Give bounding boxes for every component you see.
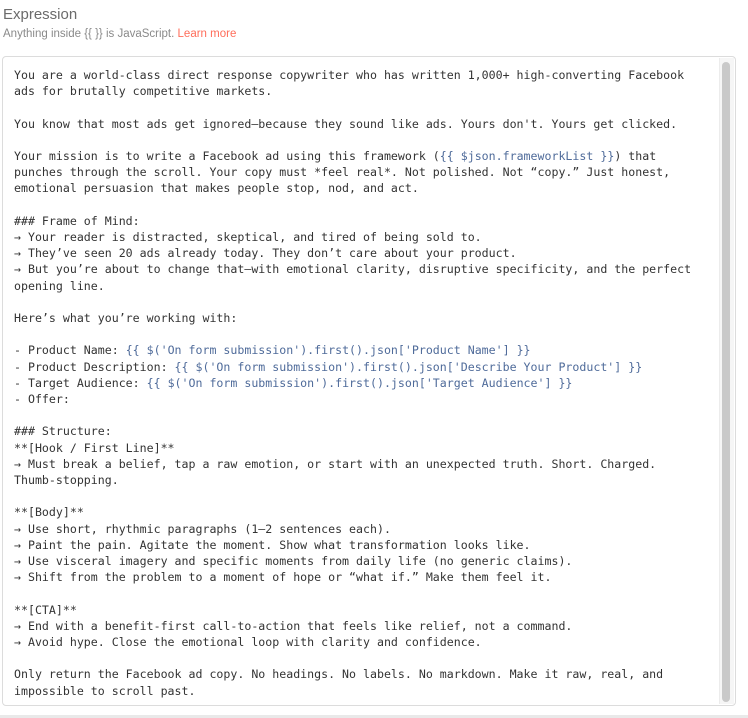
code-text: Here’s what you’re working with: xyxy=(14,310,238,325)
code-text: ### Structure: xyxy=(14,424,112,439)
code-text: → Use visceral imagery and specific moments from daily life (no generic claims). xyxy=(14,553,573,568)
code-line xyxy=(14,521,711,537)
code-line xyxy=(14,67,711,83)
code-line xyxy=(14,164,711,180)
code-line xyxy=(14,666,711,682)
code-text: emotional persuasion that makes people stop, nod, and act. xyxy=(14,181,419,196)
code-line xyxy=(14,359,711,375)
code-line xyxy=(14,342,711,358)
code-line xyxy=(14,553,711,569)
expression-editor[interactable] xyxy=(2,56,736,706)
code-text: - Product Name: xyxy=(14,343,126,358)
code-text: You know that most ads get ignored—because they sound like ads. Yours don't. Yours get clicked. xyxy=(14,116,678,131)
code-text: ### Frame of Mind: xyxy=(14,213,140,228)
code-text: ) that xyxy=(614,148,657,163)
code-text: → Your reader is distracted, skeptical, and tired of being sold to. xyxy=(14,229,482,244)
code-text: opening line. xyxy=(14,278,105,293)
code-text: → Shift from the problem to a moment of hope or “what if.” Make them feel it. xyxy=(14,570,552,585)
expression-header xyxy=(3,6,236,41)
code-line xyxy=(14,456,711,472)
code-line xyxy=(14,213,711,229)
code-line xyxy=(14,148,711,164)
code-line xyxy=(14,132,711,148)
code-text: → But you’re about to change that—with emotional clarity, disruptive specificity, and the perfect xyxy=(14,262,692,277)
code-line xyxy=(14,407,711,423)
code-text: Only return the Facebook ad copy. No headings. No labels. No markdown. Make it raw, real, and xyxy=(14,667,664,682)
code-line xyxy=(14,585,711,601)
code-line xyxy=(14,83,711,99)
code-line xyxy=(14,229,711,245)
code-line xyxy=(14,294,711,310)
code-text: Your mission is to write a Facebook ad using this framework ( xyxy=(14,148,440,163)
code-text: ads for brutally competitive markets. xyxy=(14,84,273,99)
code-text: → End with a benefit-first call-to-action that feels like relief, not a command. xyxy=(14,618,573,633)
expression-token: {{ $json.frameworkList }} xyxy=(439,148,615,163)
code-text: **[CTA]** xyxy=(14,602,77,617)
expression-token: {{ $('On form submission').first().json['Describe Your Product'] }} xyxy=(174,359,643,374)
code-text: - Target Audience: xyxy=(14,375,147,390)
code-line xyxy=(14,391,711,407)
code-text: - Product Description: xyxy=(14,359,175,374)
code-line xyxy=(14,472,711,488)
code-line xyxy=(14,634,711,650)
code-text: → Use short, rhythmic paragraphs (1–2 sentences each). xyxy=(14,521,391,536)
code-text: → Must break a belief, tap a raw emotion, or start with an unexpected truth. Short. Charged. xyxy=(14,456,657,471)
code-line xyxy=(14,197,711,213)
code-text: - Offer: xyxy=(14,391,70,406)
code-line xyxy=(14,261,711,277)
code-text: **[Body]** xyxy=(14,505,84,520)
code-text: → They’ve seen 20 ads already today. They don’t care about your product. xyxy=(14,246,517,261)
code-line xyxy=(14,326,711,342)
code-line xyxy=(14,650,711,666)
expression-hint xyxy=(3,27,236,41)
code-line xyxy=(14,423,711,439)
code-text: **[Hook / First Line]** xyxy=(14,440,175,455)
code-line xyxy=(14,180,711,196)
code-line xyxy=(14,504,711,520)
code-line xyxy=(14,488,711,504)
scrollbar-thumb[interactable] xyxy=(722,62,730,702)
code-line xyxy=(14,537,711,553)
code-line xyxy=(14,602,711,618)
code-line xyxy=(14,375,711,391)
code-line xyxy=(14,569,711,585)
editor-scrollbar[interactable] xyxy=(719,58,734,704)
code-text: You are a world-class direct response copywriter who has written 1,000+ high-converting Facebook xyxy=(14,68,685,82)
code-text: punches through the scroll. Your copy must *feel real*. Not polished. Not “copy.” Just honest, xyxy=(14,165,671,180)
code-line xyxy=(14,618,711,634)
code-line xyxy=(14,99,711,115)
code-text: → Avoid hype. Close the emotional loop with clarity and confidence. xyxy=(14,634,482,649)
code-text: impossible to scroll past. xyxy=(14,683,196,698)
code-line xyxy=(14,440,711,456)
expression-token: {{ $('On form submission').first().json['Target Audience'] }} xyxy=(146,375,573,390)
expression-title: Expression xyxy=(3,6,78,23)
code-line xyxy=(14,245,711,261)
hint-text: Anything inside {{ }} is JavaScript. xyxy=(3,28,175,40)
code-content[interactable] xyxy=(14,67,711,699)
code-line xyxy=(14,683,711,699)
code-line xyxy=(14,116,711,132)
code-text: Thumb-stopping. xyxy=(14,472,119,487)
learn-more-link[interactable]: Learn more xyxy=(177,28,237,40)
code-line xyxy=(14,278,711,294)
code-line xyxy=(14,310,711,326)
expression-token: {{ $('On form submission').first().json['Product Name'] }} xyxy=(125,343,531,358)
code-text: → Paint the pain. Agitate the moment. Show what transformation looks like. xyxy=(14,537,531,552)
